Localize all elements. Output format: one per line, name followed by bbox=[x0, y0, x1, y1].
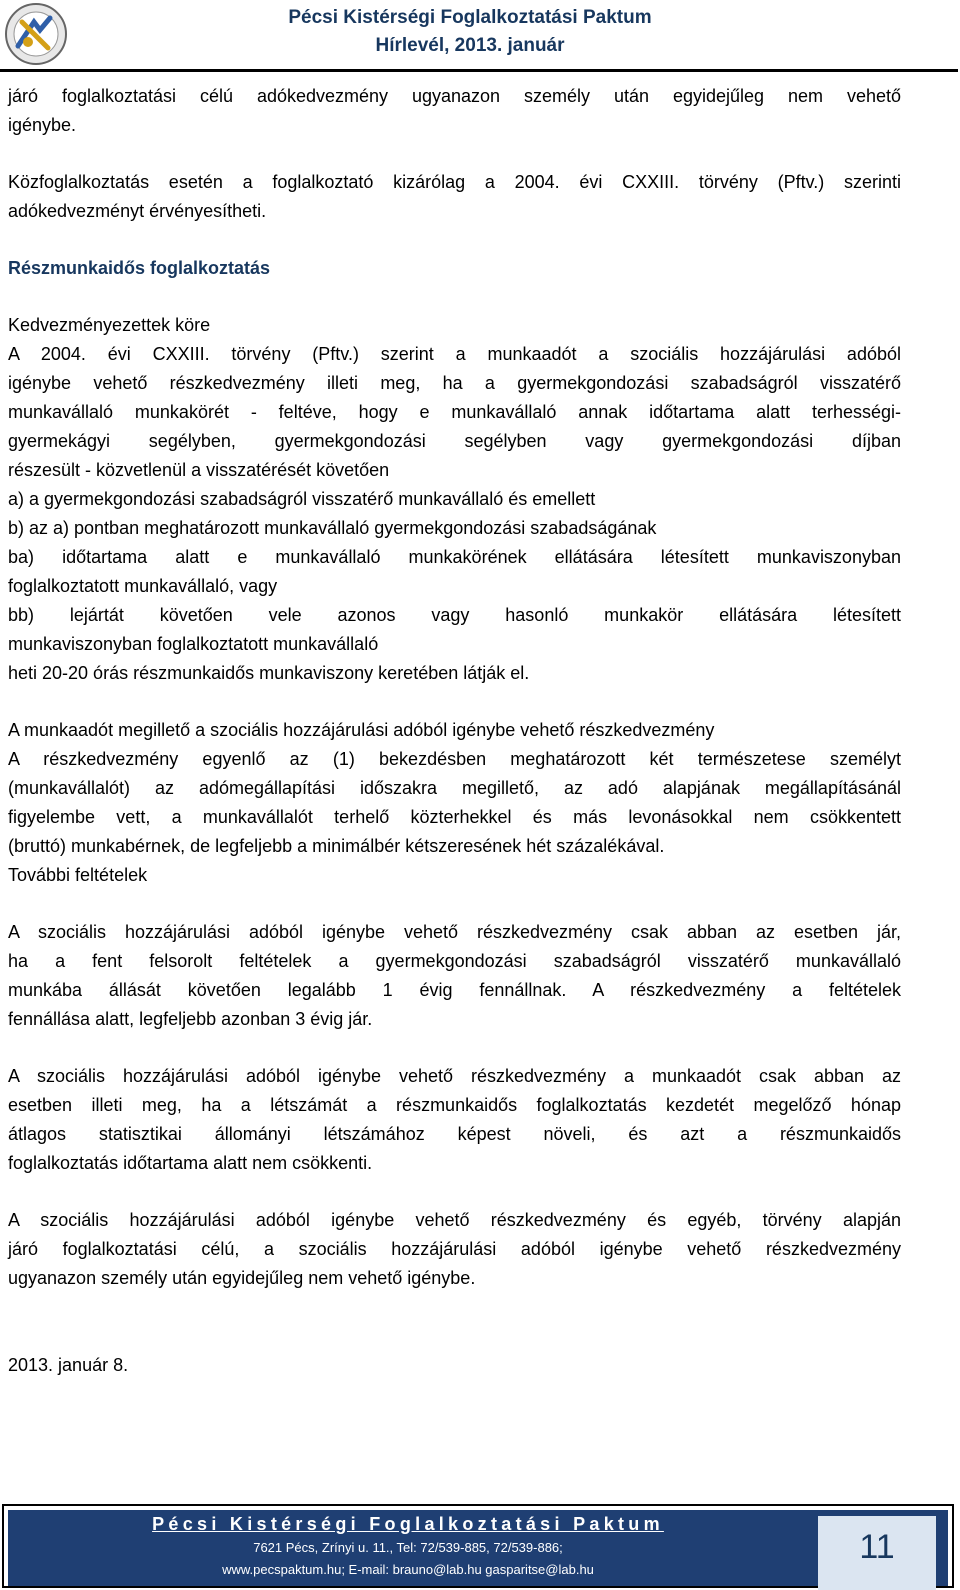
paragraph-line: munkavállaló munkakörét - feltéve, hogy e munkavállaló annak időtartama alatt terhességi- bbox=[8, 402, 901, 422]
subheading: Kedvezményezettek köre bbox=[8, 315, 211, 335]
page-number-box bbox=[818, 1516, 936, 1590]
header-divider bbox=[0, 69, 958, 72]
footer-banner bbox=[8, 1510, 948, 1586]
paragraph-line: A szociális hozzájárulási adóból igénybe vehető részkedvezmény csak abban az esetben jár, bbox=[8, 922, 901, 942]
paragraph-line: fennállása alatt, legfeljebb azonban 3 évig jár. bbox=[8, 1009, 373, 1029]
paragraph-line: átlagos statisztikai állományi létszámához képest növeli, és azt a részmunkaidős bbox=[8, 1124, 901, 1144]
article-body bbox=[8, 82, 901, 1380]
paragraph-line: heti 20-20 órás részmunkaidős munkaviszony keretében látják el. bbox=[8, 663, 530, 683]
paragraph-line: esetben illeti meg, ha a létszámát a részmunkaidős foglalkoztatás kezdetét megelőző hónap bbox=[8, 1095, 901, 1115]
list-item: b) az a) pontban meghatározott munkavállaló gyermekgondozási szabadságának bbox=[8, 518, 657, 538]
paragraph-line: igénybe vehető részkedvezmény illeti meg, ha a gyermekgondozási szabadságról visszatérő bbox=[8, 373, 901, 393]
list-item: munkaviszonyban foglalkoztatott munkavállaló bbox=[8, 634, 379, 654]
list-item: a) a gyermekgondozási szabadságról visszatérő munkavállaló és emellett bbox=[8, 489, 596, 509]
paragraph-line: gyermekágyi segélyben, gyermekgondozási segélyben vagy gyermekgondozási díjban bbox=[8, 431, 901, 451]
list-item: ba) időtartama alatt e munkavállaló munkakörének ellátására létesített munkaviszonyban bbox=[8, 547, 901, 567]
paragraph-line: A szociális hozzájárulási adóból igénybe vehető részkedvezmény a munkaadót csak abban az bbox=[8, 1066, 901, 1086]
footer-contact: www.pecspaktum.hu; E-mail: brauno@lab.hu gasparitse@lab.hu bbox=[222, 1562, 594, 1577]
paragraph-line: A szociális hozzájárulási adóból igénybe vehető részkedvezmény és egyéb, törvény alapján bbox=[8, 1210, 901, 1230]
paragraph-line: (bruttó) munkabérnek, de legfeljebb a minimálbér kétszeresének hét százalékával. bbox=[8, 836, 665, 856]
page-header bbox=[0, 0, 960, 70]
subheading: További feltételek bbox=[8, 865, 148, 885]
paragraph-line: munkába állását követően legalább 1 évig fennállnak. A részkedvezmény a feltételek bbox=[8, 980, 901, 1000]
page-footer bbox=[2, 1504, 954, 1588]
paragraph-line: járó foglalkoztatási célú adókedvezmény ugyanazon személy után egyidejűleg nem vehető bbox=[8, 86, 901, 106]
paragraph-line: figyelembe vett, a munkavállalót terhelő közterhekkel és más levonásokkal nem csökkentett bbox=[8, 807, 901, 827]
paragraph-line: igénybe. bbox=[8, 115, 77, 135]
paragraph-line: járó foglalkoztatási célú, a szociális hozzájárulási adóból igénybe vehető részkedvezmény bbox=[8, 1239, 901, 1259]
paragraph-line: A 2004. évi CXXIII. törvény (Pftv.) szerint a munkaadót a szociális hozzájárulási adóból bbox=[8, 344, 901, 364]
footer-address: 7621 Pécs, Zrínyi u. 11., Tel: 72/539-885, 72/539-886; bbox=[253, 1540, 563, 1555]
page-number: 11 bbox=[859, 1528, 895, 1566]
newsletter-issue-title: Hírlevél, 2013. január bbox=[375, 35, 565, 56]
list-item: bb) lejártát követően vele azonos vagy hasonló munkakör ellátására létesített bbox=[8, 605, 901, 625]
paragraph-line: A részkedvezmény egyenlő az (1) bekezdésben meghatározott két természetese személyt bbox=[8, 749, 901, 769]
paragraph-line: foglalkoztatás időtartama alatt nem csökkenti. bbox=[8, 1153, 373, 1173]
paragraph-line: Közfoglalkoztatás esetén a foglalkoztató kizárólag a 2004. évi CXXIII. törvény (Pftv.) szerinti bbox=[8, 172, 901, 192]
date-line: 2013. január 8. bbox=[8, 1355, 129, 1375]
paragraph-line: ugyanazon személy után egyidejűleg nem vehető igénybe. bbox=[8, 1268, 476, 1288]
footer-org-name: Pécsi Kistérségi Foglalkoztatási Paktum bbox=[152, 1514, 664, 1534]
paragraph-line: adókedvezményt érvényesítheti. bbox=[8, 201, 267, 221]
paragraph-line: (munkavállalót) az adómegállapítási időszakra megillető, az adó alapjának megállapításánál bbox=[8, 778, 901, 798]
section-heading: Részmunkaidős foglalkoztatás bbox=[8, 258, 271, 278]
paragraph-line: A munkaadót megillető a szociális hozzájárulási adóból igénybe vehető részkedvezmény bbox=[8, 720, 715, 740]
list-item: foglalkoztatott munkavállaló, vagy bbox=[8, 576, 278, 596]
paragraph-line: részesült - közvetlenül a visszatérését követően bbox=[8, 460, 390, 480]
paragraph-line: ha a fent felsorolt feltételek a gyermekgondozási szabadságról visszatérő munkavállaló bbox=[8, 951, 901, 971]
paktum-logo-icon bbox=[4, 2, 68, 66]
newsletter-org-title: Pécsi Kistérségi Foglalkoztatási Paktum bbox=[288, 7, 652, 28]
